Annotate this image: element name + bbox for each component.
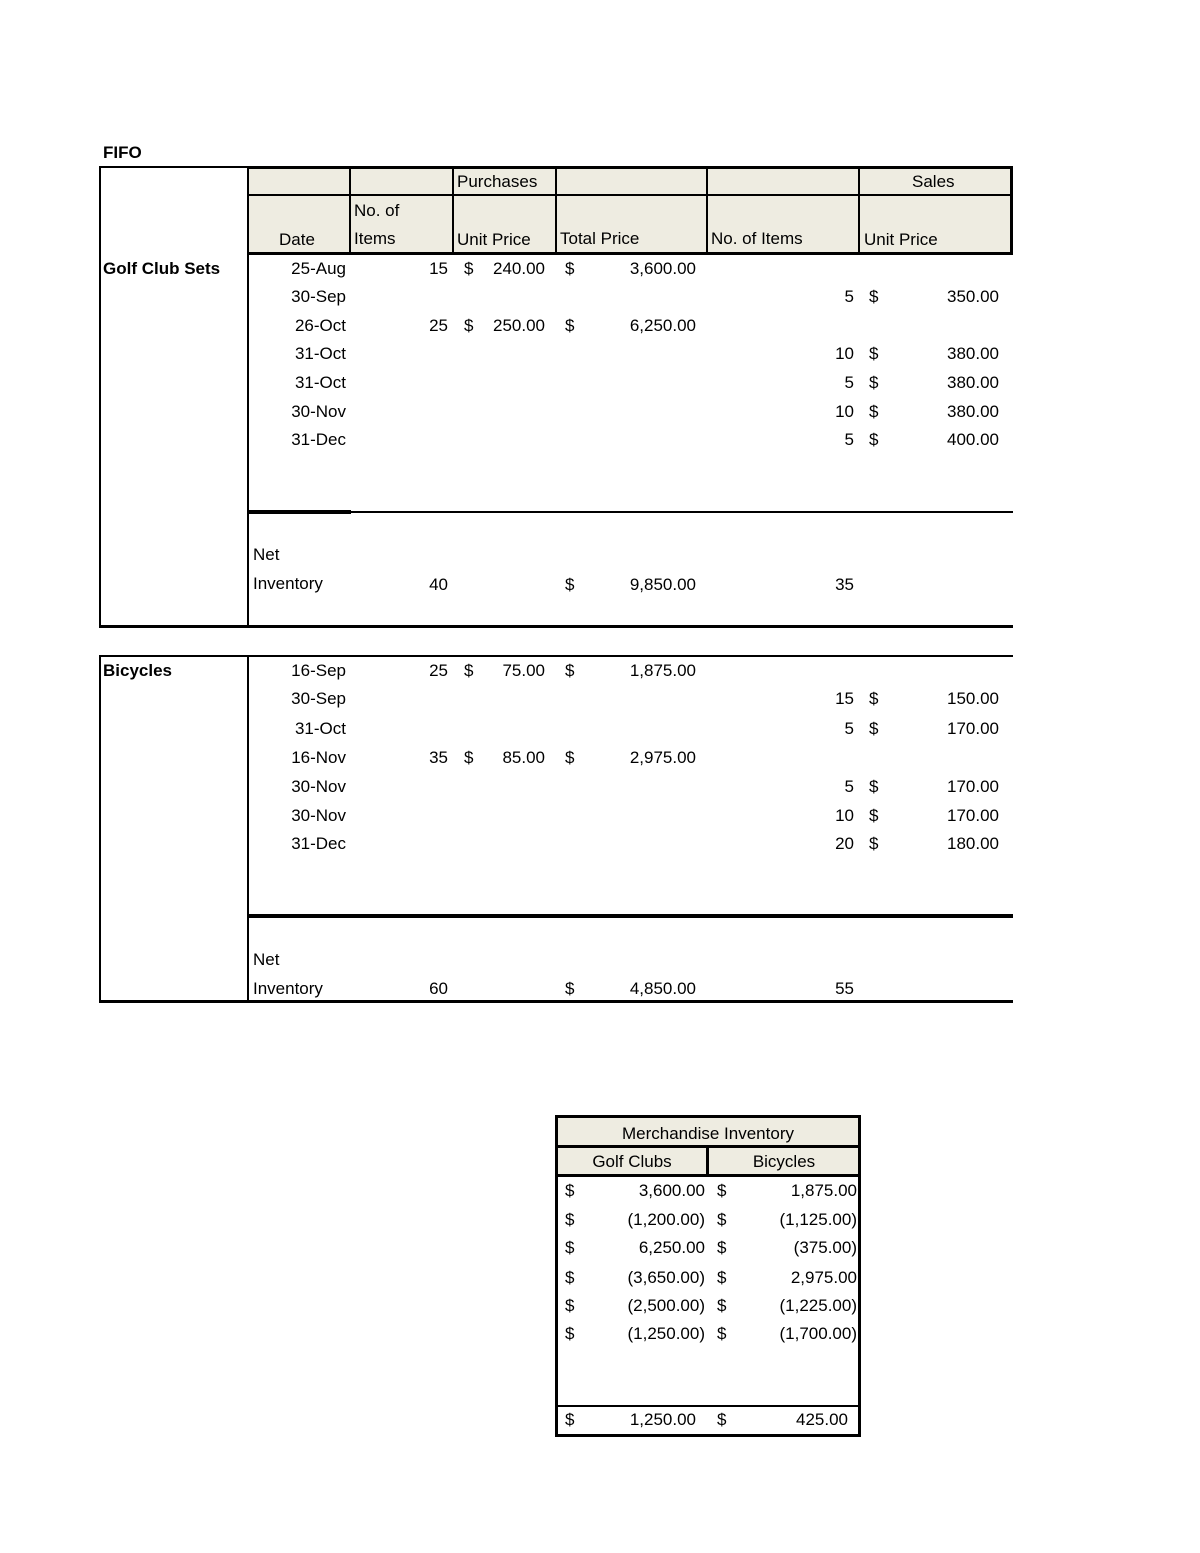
row-sales-currency: $ (869, 373, 879, 392)
row-date: 25-Aug (291, 259, 346, 278)
row-sales-unit-price: 170.00 (947, 719, 999, 738)
golf-amount: (1,250.00) (627, 1324, 705, 1343)
section-label-golf: Golf Club Sets (103, 259, 221, 278)
section-label-bicycles: Bicycles (103, 661, 172, 680)
bicycles-total-currency: $ (717, 1410, 727, 1429)
bicycles-total: 425.00 (796, 1410, 848, 1429)
row-total-currency: $ (565, 748, 575, 767)
row-sales-unit-price: 170.00 (947, 777, 999, 796)
row-purchase-items: 25 (429, 316, 448, 335)
row-unit-price: 240.00 (493, 259, 545, 278)
golf-currency: $ (565, 1210, 575, 1229)
bicycles-currency: $ (717, 1181, 727, 1200)
header-unit-price: Unit Price (457, 230, 531, 249)
row-sales-items: 5 (844, 373, 854, 392)
page-title: FIFO (103, 143, 142, 162)
header-date: Date (279, 230, 315, 249)
net-items: 60 (429, 979, 448, 998)
net-sales-items: 55 (835, 979, 854, 998)
header-total-price: Total Price (560, 229, 640, 248)
net-label-2: Inventory (253, 979, 323, 998)
bicycles-currency: $ (717, 1324, 727, 1343)
net-total: 9,850.00 (629, 575, 696, 594)
row-purchase-items: 35 (429, 748, 448, 767)
golf-amount: (1,200.00) (627, 1210, 705, 1229)
row-total-price: 3,600.00 (629, 259, 696, 278)
row-sales-unit-price: 380.00 (947, 402, 999, 421)
row-sales-unit-price: 380.00 (947, 344, 999, 363)
row-sales-unit-price: 350.00 (947, 287, 999, 306)
bicycles-currency: $ (717, 1268, 727, 1287)
row-sales-currency: $ (869, 344, 879, 363)
row-sales-currency: $ (869, 689, 879, 708)
row-sales-items: 10 (835, 806, 854, 825)
row-sales-currency: $ (869, 806, 879, 825)
bicycles-amount: (1,125.00) (779, 1210, 857, 1229)
row-date: 31-Oct (294, 373, 346, 392)
row-date: 26-Oct (294, 316, 346, 335)
merch-col-bicycles: Bicycles (752, 1152, 816, 1171)
row-sales-currency: $ (869, 430, 879, 449)
row-sales-items: 15 (835, 689, 854, 708)
header-sales-unit-price: Unit Price (864, 230, 938, 249)
header-sales: Sales (912, 172, 955, 191)
row-date: 31-Dec (291, 430, 346, 449)
row-unit-price: 75.00 (502, 661, 545, 680)
row-unit-currency: $ (464, 661, 474, 680)
row-total-price: 6,250.00 (629, 316, 696, 335)
golf-amount: 6,250.00 (638, 1238, 705, 1257)
bicycles-currency: $ (717, 1238, 727, 1257)
bicycles-amount: (1,700.00) (779, 1324, 857, 1343)
bicycles-currency: $ (717, 1210, 727, 1229)
row-date: 30-Nov (291, 777, 346, 796)
row-sales-currency: $ (869, 719, 879, 738)
row-sales-items: 10 (835, 344, 854, 363)
row-sales-unit-price: 180.00 (947, 834, 999, 853)
row-total-price: 2,975.00 (629, 748, 696, 767)
row-sales-currency: $ (869, 287, 879, 306)
merch-col-golf: Golf Clubs (592, 1152, 672, 1171)
row-sales-currency: $ (869, 402, 879, 421)
row-total-price: 1,875.00 (629, 661, 696, 680)
net-sales-items: 35 (835, 575, 854, 594)
row-sales-items: 5 (844, 777, 854, 796)
row-date: 30-Nov (291, 402, 346, 421)
row-date: 16-Nov (291, 748, 346, 767)
row-total-currency: $ (565, 316, 575, 335)
golf-total-currency: $ (565, 1410, 575, 1429)
row-total-currency: $ (565, 661, 575, 680)
golf-amount: 3,600.00 (638, 1181, 705, 1200)
net-total: 4,850.00 (629, 979, 696, 998)
row-unit-currency: $ (464, 748, 474, 767)
row-sales-unit-price: 400.00 (947, 430, 999, 449)
row-total-currency: $ (565, 259, 575, 278)
header-purchases: Purchases (457, 172, 538, 191)
golf-currency: $ (565, 1324, 575, 1343)
row-unit-price: 250.00 (493, 316, 545, 335)
net-currency: $ (565, 575, 575, 594)
net-items: 40 (429, 575, 448, 594)
row-date: 30-Sep (291, 689, 346, 708)
row-sales-items: 5 (844, 430, 854, 449)
golf-amount: (3,650.00) (627, 1268, 705, 1287)
row-date: 16-Sep (291, 661, 346, 680)
row-sales-items: 10 (835, 402, 854, 421)
row-unit-price: 85.00 (502, 748, 545, 767)
golf-total: 1,250.00 (629, 1410, 696, 1429)
row-sales-items: 5 (844, 287, 854, 306)
header-no-of-items-2: Items (354, 229, 396, 248)
golf-currency: $ (565, 1238, 575, 1257)
row-unit-currency: $ (464, 259, 474, 278)
row-date: 30-Nov (291, 806, 346, 825)
row-date: 31-Dec (291, 834, 346, 853)
bicycles-amount: 1,875.00 (790, 1181, 857, 1200)
header-sales-no-of-items: No. of Items (711, 229, 803, 248)
row-purchase-items: 15 (429, 259, 448, 278)
bicycles-amount: (1,225.00) (779, 1296, 857, 1315)
bicycles-currency: $ (717, 1296, 727, 1315)
row-date: 31-Oct (294, 344, 346, 363)
header-no-of-items-1: No. of (354, 201, 400, 220)
row-sales-items: 5 (844, 719, 854, 738)
row-sales-unit-price: 150.00 (947, 689, 999, 708)
row-sales-unit-price: 380.00 (947, 373, 999, 392)
row-sales-currency: $ (869, 777, 879, 796)
row-sales-unit-price: 170.00 (947, 806, 999, 825)
row-date: 30-Sep (291, 287, 346, 306)
net-label-1: Net (253, 950, 280, 969)
golf-currency: $ (565, 1181, 575, 1200)
golf-amount: (2,500.00) (627, 1296, 705, 1315)
row-date: 31-Oct (294, 719, 346, 738)
golf-currency: $ (565, 1296, 575, 1315)
row-sales-items: 20 (835, 834, 854, 853)
row-purchase-items: 25 (429, 661, 448, 680)
row-unit-currency: $ (464, 316, 474, 335)
bicycles-amount: 2,975.00 (790, 1268, 857, 1287)
golf-currency: $ (565, 1268, 575, 1287)
merch-title: Merchandise Inventory (622, 1124, 794, 1143)
row-sales-currency: $ (869, 834, 879, 853)
net-currency: $ (565, 979, 575, 998)
net-label-1: Net (253, 545, 280, 564)
bicycles-amount: (375.00) (793, 1238, 857, 1257)
net-label-2: Inventory (253, 574, 323, 593)
